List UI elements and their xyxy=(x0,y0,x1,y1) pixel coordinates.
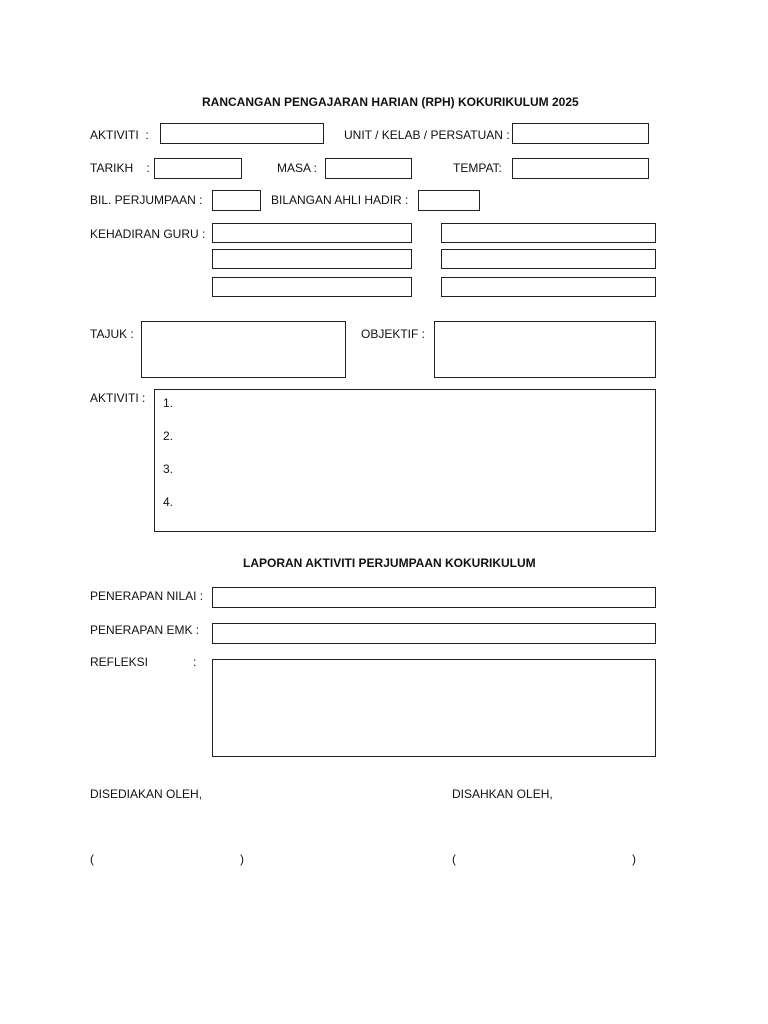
tempat-field[interactable] xyxy=(512,158,649,179)
prepared-close-paren: ) xyxy=(240,852,244,866)
masa-field[interactable] xyxy=(325,158,412,179)
approved-close-paren: ) xyxy=(632,852,636,866)
bil-perjumpaan-field[interactable] xyxy=(212,190,261,211)
aktiviti-label: AKTIVITI : xyxy=(90,128,149,142)
bilangan-ahli-field[interactable] xyxy=(418,190,480,211)
tarikh-field[interactable] xyxy=(154,158,242,179)
objektif-field[interactable] xyxy=(434,321,656,378)
aktiviti-list-label: AKTIVITI : xyxy=(90,391,146,405)
tempat-label: TEMPAT: xyxy=(453,161,502,175)
unit-field[interactable] xyxy=(512,123,649,144)
aktiviti-item-2: 2. xyxy=(163,429,174,443)
prepared-by-label: DISEDIAKAN OLEH, xyxy=(90,787,203,801)
approved-by-label: DISAHKAN OLEH, xyxy=(452,787,553,801)
aktiviti-list-box[interactable] xyxy=(154,389,656,532)
penerapan-emk-field[interactable] xyxy=(212,623,656,644)
prepared-open-paren: ( xyxy=(90,852,94,866)
aktiviti-item-3: 3. xyxy=(163,462,174,476)
kehadiran-guru-label: KEHADIRAN GURU : xyxy=(90,227,206,241)
bil-perjumpaan-label: BIL. PERJUMPAAN : xyxy=(90,193,203,207)
kehadiran-guru-field-3[interactable] xyxy=(212,249,412,269)
aktiviti-field[interactable] xyxy=(160,123,324,144)
kehadiran-guru-field-4[interactable] xyxy=(441,249,656,269)
tajuk-field[interactable] xyxy=(141,321,346,378)
objektif-label: OBJEKTIF : xyxy=(361,327,426,341)
report-heading: LAPORAN AKTIVITI PERJUMPAAN KOKURIKULUM xyxy=(243,556,536,570)
bilangan-ahli-label: BILANGAN AHLI HADIR : xyxy=(271,193,409,207)
refleksi-colon: : xyxy=(193,655,197,669)
page-title: RANCANGAN PENGAJARAN HARIAN (RPH) KOKURIKULUM 2025 xyxy=(202,95,579,109)
kehadiran-guru-field-2[interactable] xyxy=(441,223,656,243)
unit-label: UNIT / KELAB / PERSATUAN : xyxy=(344,128,510,142)
tajuk-label: TAJUK : xyxy=(90,327,134,341)
penerapan-nilai-label: PENERAPAN NILAI : xyxy=(90,589,204,603)
kehadiran-guru-field-5[interactable] xyxy=(212,277,412,297)
approved-open-paren: ( xyxy=(452,852,456,866)
aktiviti-item-4: 4. xyxy=(163,495,174,509)
penerapan-nilai-field[interactable] xyxy=(212,587,656,608)
masa-label: MASA : xyxy=(277,161,318,175)
kehadiran-guru-field-1[interactable] xyxy=(212,223,412,243)
aktiviti-item-1: 1. xyxy=(163,396,174,410)
kehadiran-guru-field-6[interactable] xyxy=(441,277,656,297)
refleksi-label: REFLEKSI xyxy=(90,655,149,669)
penerapan-emk-label: PENERAPAN EMK : xyxy=(90,623,200,637)
refleksi-field[interactable] xyxy=(212,659,656,757)
tarikh-label: TARIKH : xyxy=(90,161,150,175)
